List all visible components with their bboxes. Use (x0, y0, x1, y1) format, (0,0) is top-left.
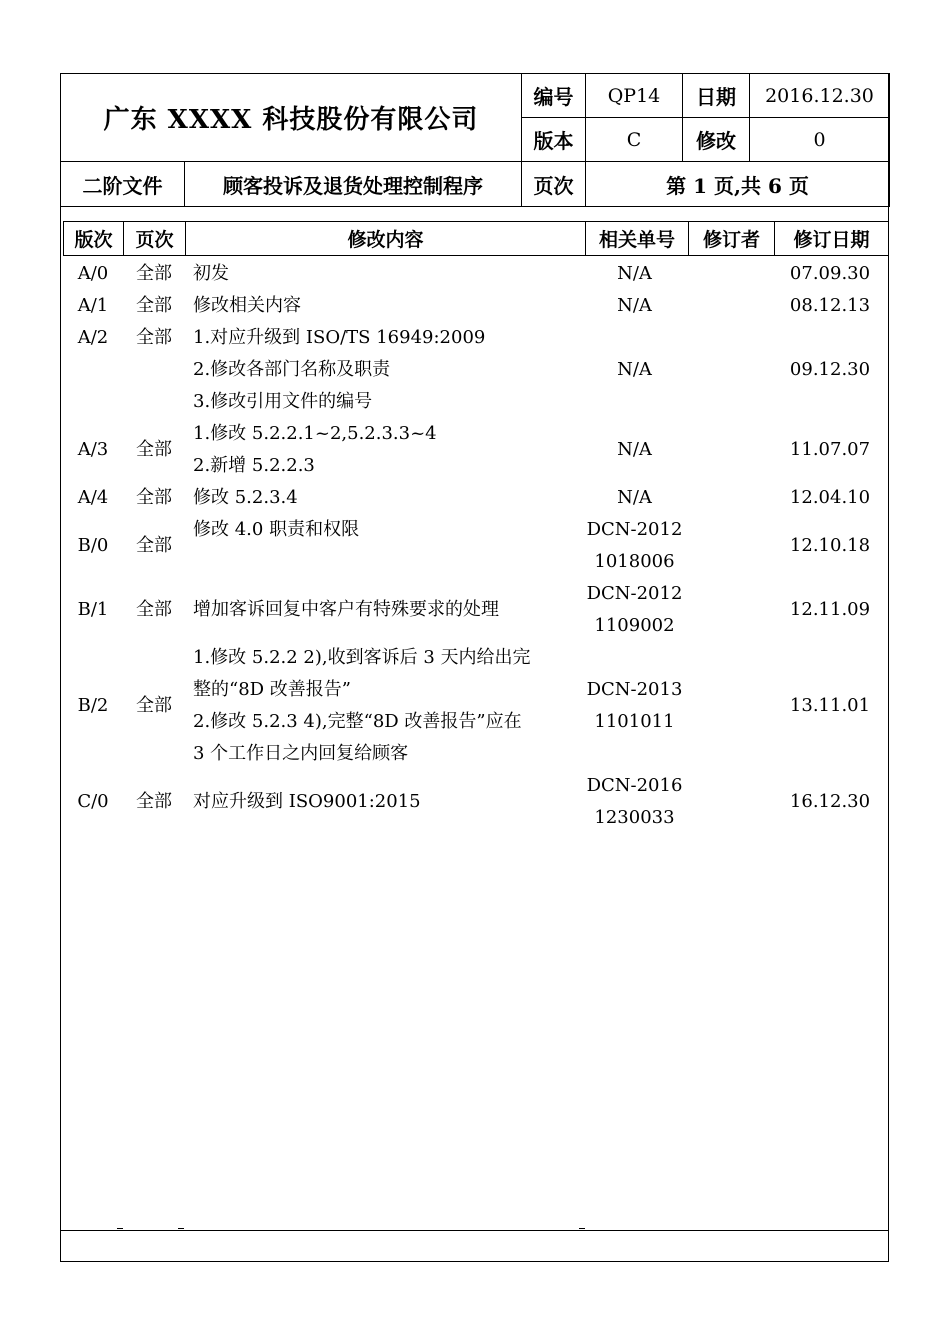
table-row (63, 322, 888, 418)
ref-line: N/A (617, 359, 652, 380)
pages-text: 全部 (136, 791, 172, 812)
doc-level: 二阶文件 (61, 162, 185, 207)
content-line: 对应升级到 ISO9001:2015 (193, 791, 421, 812)
row-ref (583, 322, 686, 418)
row-pages (123, 322, 185, 418)
ref-line: DCN-2013 (586, 679, 683, 700)
footer-tick (178, 1228, 184, 1229)
pages-text: 全部 (136, 599, 172, 620)
version-value: C (586, 118, 683, 162)
row-ref (583, 482, 686, 514)
row-ref (583, 578, 686, 642)
date-text: 12.10.18 (789, 535, 871, 556)
date-text: 12.11.09 (789, 599, 871, 620)
row-content (185, 482, 583, 514)
ref-line: 1101011 (594, 711, 675, 732)
version-text: B/1 (77, 599, 109, 620)
version-text: B/2 (77, 695, 109, 716)
row-pages (123, 642, 185, 770)
row-date: 08.12.13 (789, 295, 871, 316)
ref-line: DCN-2012 (586, 583, 683, 604)
row-reviser (686, 770, 772, 834)
version-label: 版本 (522, 118, 586, 162)
row-pages: 全部 (136, 487, 172, 508)
revision-rows (63, 258, 888, 834)
content-line: 2.修改 5.2.3 4),完整“8D 改善报告”应在 (193, 711, 522, 732)
pages-text: 全部 (136, 439, 172, 460)
date-text: 09.12.30 (789, 359, 871, 380)
pages-text: 全部 (136, 535, 172, 556)
content-line: 3 个工作日之内回复给顾客 (193, 743, 409, 764)
row-content (185, 514, 583, 578)
row-date (772, 322, 888, 418)
table-row (63, 578, 888, 642)
document-subheader (60, 161, 890, 207)
col-header-date: 修订日期 (775, 222, 889, 256)
row-version (63, 642, 123, 770)
content-line: 增加客诉回复中客户有特殊要求的处理 (193, 599, 499, 620)
row-version (63, 322, 123, 418)
table-row (63, 514, 888, 578)
row-ref (583, 418, 686, 482)
row-version (63, 514, 123, 578)
row-reviser (686, 482, 772, 514)
version-text: B/0 (77, 535, 109, 556)
revision-value: 0 (750, 118, 890, 162)
ref-line: 1109002 (594, 615, 675, 636)
row-reviser (686, 418, 772, 482)
row-date (772, 418, 888, 482)
content-line: 1.修改 5.2.2.1~2,5.2.3.3~4 (193, 423, 437, 444)
version-text: A/2 (77, 327, 109, 348)
table-row (63, 770, 888, 834)
ref-line: N/A (617, 263, 652, 284)
date-text: 16.12.30 (789, 791, 871, 812)
ref-line: DCN-2016 (586, 775, 683, 796)
row-reviser (686, 322, 772, 418)
row-reviser (686, 642, 772, 770)
version-text: C/0 (77, 791, 109, 812)
table-row (63, 418, 888, 482)
footer-divider (60, 1230, 889, 1231)
row-content (185, 642, 583, 770)
row-pages: 全部 (136, 263, 172, 284)
content-line: 修改 4.0 职责和权限 (193, 519, 360, 540)
doc-no: QP14 (586, 74, 683, 118)
content-line: 修改 5.2.3.4 (193, 487, 298, 508)
row-date (772, 578, 888, 642)
row-content (185, 322, 583, 418)
footer-tick (579, 1228, 585, 1229)
date-text: 11.07.07 (789, 439, 871, 460)
version-text: A/3 (77, 439, 109, 460)
ref-line: N/A (617, 295, 652, 316)
row-pages (123, 770, 185, 834)
row-content (185, 290, 583, 322)
page-info: 第 1 页,共 6 页 (586, 162, 890, 207)
revision-label: 修改 (683, 118, 750, 162)
content-line: 3.修改引用文件的编号 (193, 391, 373, 412)
col-header-pages: 页次 (124, 222, 186, 256)
content-line: 1.修改 5.2.2 2),收到客诉后 3 天内给出完 (193, 647, 531, 668)
row-version (63, 770, 123, 834)
ref-line: DCN-2012 (586, 519, 683, 540)
ref-line: N/A (617, 439, 652, 460)
date-text: 13.11.01 (789, 695, 871, 716)
row-reviser (686, 514, 772, 578)
doc-title: 顾客投诉及退货处理控制程序 (185, 162, 522, 207)
row-reviser (686, 290, 772, 322)
row-ref (583, 290, 686, 322)
content-line: 初发 (193, 263, 229, 284)
doc-no-label: 编号 (522, 74, 586, 118)
row-version (63, 578, 123, 642)
table-row (63, 290, 888, 322)
row-reviser (686, 258, 772, 290)
content-line: 整的“8D 改善报告” (193, 679, 352, 700)
row-content (185, 258, 583, 290)
row-reviser (686, 578, 772, 642)
footer-tick (117, 1228, 123, 1229)
revision-table-header (63, 221, 889, 256)
row-pages: 全部 (136, 295, 172, 316)
date-label: 日期 (683, 74, 750, 118)
content-line: 2.新增 5.2.2.3 (193, 455, 315, 476)
table-row (63, 642, 888, 770)
row-date (772, 642, 888, 770)
doc-date: 2016.12.30 (750, 74, 890, 118)
row-content (185, 770, 583, 834)
ref-line: 1230033 (594, 807, 675, 828)
row-date (772, 770, 888, 834)
pages-text: 全部 (136, 695, 172, 716)
content-line: 2.修改各部门名称及职责 (193, 359, 391, 380)
ref-line: 1018006 (594, 551, 675, 572)
row-version: A/1 (77, 295, 109, 316)
row-content (185, 578, 583, 642)
company-name: 广东 XXXX 科技股份有限公司 (61, 74, 522, 162)
row-date (772, 514, 888, 578)
row-pages (123, 418, 185, 482)
table-row (63, 258, 888, 290)
table-row (63, 482, 888, 514)
content-line: 修改相关内容 (193, 295, 301, 316)
content-line: 1.对应升级到 ISO/TS 16949:2009 (193, 327, 486, 348)
ref-line: N/A (617, 487, 652, 508)
row-ref (583, 770, 686, 834)
col-header-reviser: 修订者 (689, 222, 775, 256)
row-ref (583, 258, 686, 290)
row-date: 12.04.10 (789, 487, 871, 508)
row-ref (583, 514, 686, 578)
pages-text: 全部 (136, 327, 172, 348)
row-version (63, 418, 123, 482)
row-version: A/0 (77, 263, 109, 284)
row-pages (123, 514, 185, 578)
page-label: 页次 (522, 162, 586, 207)
row-ref (583, 642, 686, 770)
col-header-ref: 相关单号 (586, 222, 689, 256)
row-version: A/4 (77, 487, 109, 508)
row-content (185, 418, 583, 482)
col-header-version: 版次 (64, 222, 124, 256)
document-header (60, 73, 890, 162)
row-date: 07.09.30 (789, 263, 871, 284)
row-pages (123, 578, 185, 642)
col-header-content: 修改内容 (186, 222, 586, 256)
